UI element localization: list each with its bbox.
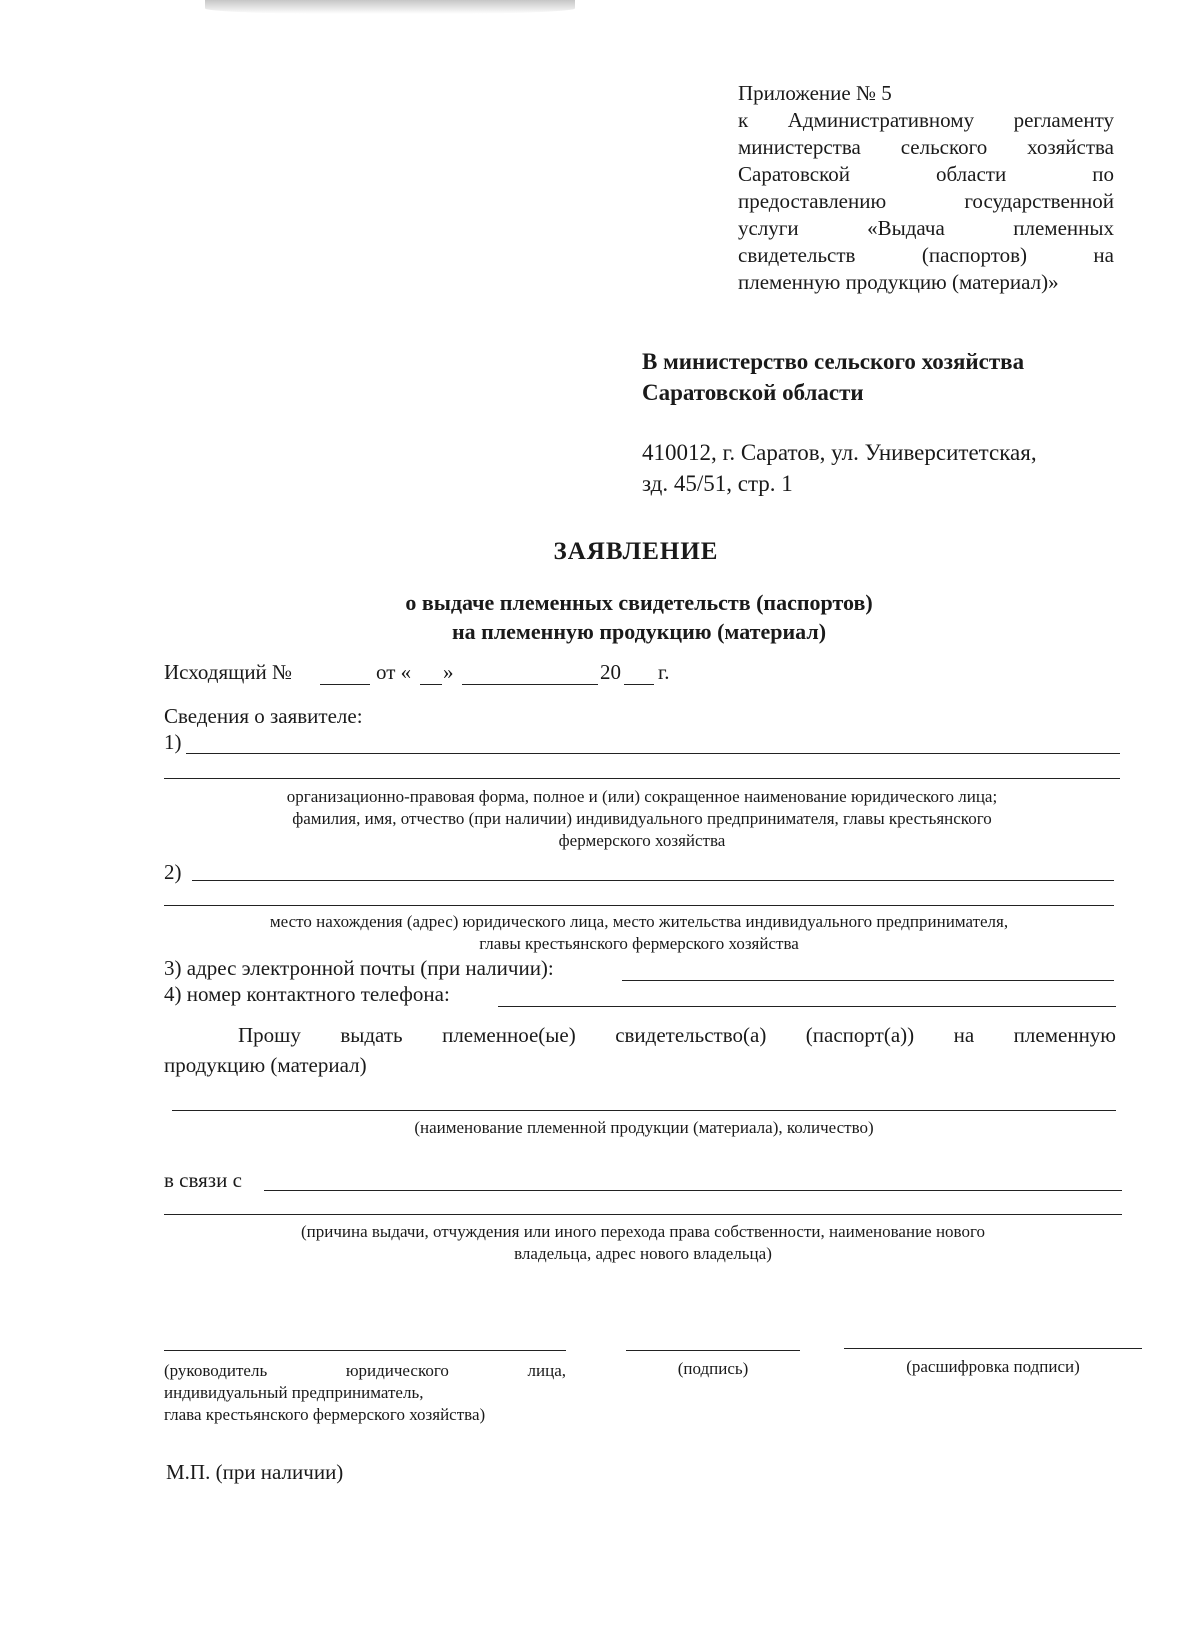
request-line: продукцию (материал): [164, 1053, 367, 1077]
reason-field-line2[interactable]: [164, 1214, 1122, 1215]
outgoing-number-field[interactable]: [320, 684, 370, 685]
recipient-block: [642, 346, 1122, 408]
outgoing-year-prefix: 20: [600, 660, 621, 684]
signature-decode-field[interactable]: [844, 1348, 1142, 1349]
caption-line: (причина выдачи, отчуждения или иного перехода права собственности, наименование нового: [300, 1222, 986, 1241]
reason-field[interactable]: [264, 1190, 1122, 1191]
caption-line: фамилия, имя, отчество (при наличии) индивидуального предпринимателя, главы крестьянского: [292, 809, 992, 828]
signature-caption: (подпись): [677, 1359, 749, 1378]
request-paragraph: [164, 1020, 1116, 1080]
email-field[interactable]: [622, 980, 1114, 981]
outgoing-day-field[interactable]: [420, 684, 442, 685]
subtitle-line: на племенную продукцию (материал): [451, 619, 827, 644]
appendix-line: племенную продукцию (материал)»: [738, 270, 1059, 294]
appendix-line: предоставлению государственной: [738, 189, 1114, 213]
document-subtitle: [0, 588, 1200, 646]
caption-line: место нахождения (адрес) юридического лица, место жительства индивидуального предпринимателя,: [269, 912, 1009, 931]
caption-line: фермерского хозяйства: [558, 831, 726, 850]
phone-label: 4) номер контактного телефона:: [164, 982, 450, 1006]
outgoing-quote-close: »: [443, 660, 454, 684]
outgoing-label: Исходящий №: [164, 660, 293, 684]
caption-line: организационно-правовая форма, полное и (или) сокращенное наименование юридического лица;: [286, 787, 998, 806]
caption-line: глава крестьянского фермерского хозяйства): [164, 1405, 486, 1424]
address-line: зд. 45/51, стр. 1: [642, 471, 793, 496]
email-label: 3) адрес электронной почты (при наличии):: [164, 956, 554, 980]
applicant-name-field[interactable]: [186, 753, 1120, 754]
product-caption: (наименование племенной продукции (материала), количество): [414, 1118, 874, 1137]
caption-line: главы крестьянского фермерского хозяйства: [479, 934, 799, 953]
applicant-address-field[interactable]: [192, 880, 1114, 881]
request-line: Прошу выдать племенное(ые) свидетельство(а) (паспорт(а)) на племенную: [238, 1023, 1116, 1047]
reason-caption: [164, 1221, 1122, 1265]
document-title: ЗАЯВЛЕНИЕ: [553, 538, 719, 565]
appendix-line: Приложение № 5: [738, 81, 892, 105]
signature-field[interactable]: [626, 1350, 800, 1351]
applicant-name-field-line2[interactable]: [164, 778, 1120, 779]
applicant-address-field-line2[interactable]: [164, 905, 1114, 906]
outgoing-month-field[interactable]: [462, 684, 598, 685]
appendix-note: [738, 80, 1114, 296]
subtitle-line: о выдаче племенных свидетельств (паспортов): [405, 590, 873, 615]
appendix-line: Саратовской области по: [738, 162, 1114, 186]
outgoing-from-label: от «: [376, 660, 412, 684]
caption-line: индивидуальный предприниматель,: [164, 1383, 424, 1402]
outgoing-year-field[interactable]: [624, 684, 654, 685]
appendix-line: министерства сельского хозяйства: [738, 135, 1114, 159]
appendix-line: услуги «Выдача племенных: [738, 216, 1114, 240]
appendix-line: к Административному регламенту: [738, 108, 1114, 132]
stamp-note: М.П. (при наличии): [166, 1460, 344, 1484]
appendix-line: свидетельств (паспортов) на: [738, 243, 1114, 267]
applicant-address-caption: [164, 911, 1114, 955]
applicant-name-caption: [164, 786, 1120, 852]
decode-caption: (расшифровка подписи): [906, 1357, 1080, 1376]
outgoing-year-suffix: г.: [658, 660, 670, 684]
recipient-line: В министерство сельского хозяйства: [642, 349, 1025, 374]
phone-field[interactable]: [498, 1006, 1116, 1007]
applicant-heading: Сведения о заявителе:: [164, 704, 363, 728]
item1-number: 1): [164, 730, 182, 754]
product-field[interactable]: [172, 1110, 1116, 1111]
recipient-line: Саратовской области: [642, 380, 864, 405]
head-signature-field[interactable]: [164, 1350, 566, 1351]
recipient-address: [642, 437, 1122, 499]
item2-number: 2): [164, 860, 182, 884]
head-caption: [164, 1360, 566, 1426]
reason-label: в связи с: [164, 1168, 242, 1192]
caption-line: владельца, адрес нового владельца): [514, 1244, 772, 1263]
caption-line: (руководитель юридического лица,: [164, 1361, 566, 1380]
address-line: 410012, г. Саратов, ул. Университетская,: [642, 440, 1037, 465]
scan-edge-artifact: [205, 0, 575, 14]
